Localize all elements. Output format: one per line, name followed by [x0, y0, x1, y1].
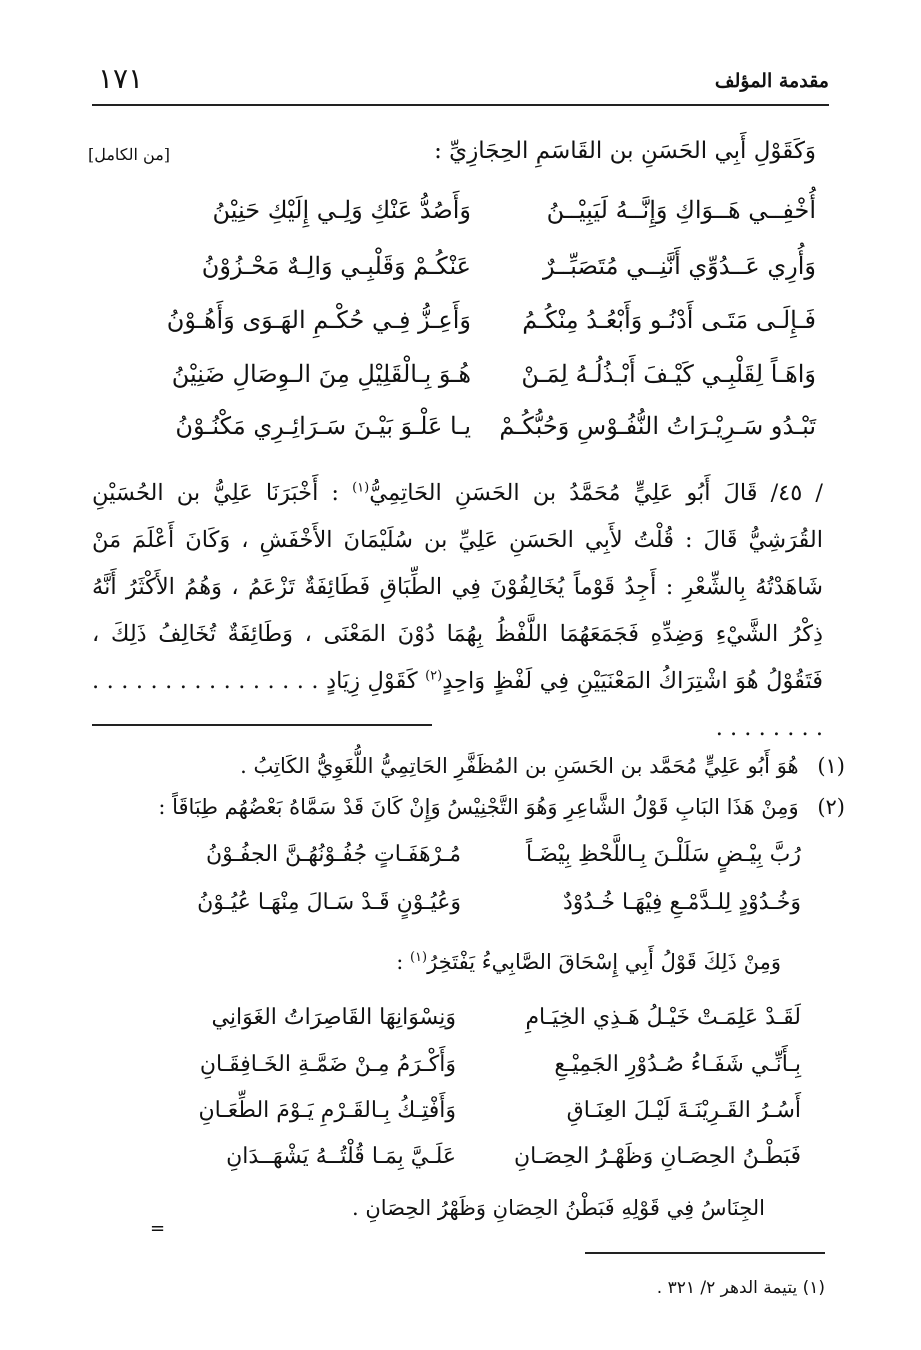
footnote-rule: [92, 724, 432, 726]
paragraph-body: : أَخْبَرَنَا عَلِيُّ بن الحُسَيْنِ القُرَشِيُّ قَالَ : قُلْتُ لأَبِي الحَسَنِ عَلِيِّ بن سُلَيْمَانَ الأَخْفَشِ ، وَكَانَ أَعْلَمَ مَنْ شَاهَدْتُهُ بِالشِّعْرِ : أَجِدُ قَوْماً يُخَالِفُوْنَ فِي الطِّبَاقِ فَطَائِفَةٌ تَزْعَمُ ، وَهُمُ الأَكْثَرُ أَنَّهُ ذِكْرُ الشَّيْءِ وَضِدِّهِ فَجَمَعَهُمَا اللَّفْظُ بِهُمَا دُوْنَ المَعْنَى ، وَطَائِفَةٌ تُخَالِفُ ذَلِكَ ، فَتَقُوْلُ هُوَ اشْتِرَاكُ المَعْنَيَيْنِ فِي لَفْظٍ وَاحِدٍ: [92, 480, 823, 694]
hemistich-first: فَبَطْـنُ الحِصَـانِ وَظَهْـرُ الحِصَـانِ: [513, 1144, 801, 1169]
hemistich-first: وَاهَـاً لِقَلْبِـي كَيْـفَ أَبْـذُلُـهُ لِمَـنْ: [521, 360, 816, 388]
meter-label: [من الكامل]: [88, 145, 171, 164]
hemistich-first: وَأُرِي عَــدُوِّي أَنَّنِــي مُتَصَبِّــرٌ: [543, 252, 816, 280]
hemistich-first: فَـإِلَـى مَتَـى أَدْنُـو وَأَبْعُـدُ مِنْكُـمُ: [522, 306, 816, 334]
page-header: [92, 62, 829, 102]
section-title: مقدمة المؤلف: [714, 70, 829, 92]
hemistich-second: يـا عَلْـوَ بَيْـنَ سَـرَائِـرِي مَكْنُـوْنُ: [175, 412, 471, 440]
sub-footnote: (١) يتيمة الدهر ٢/ ٣٢١ .: [656, 1278, 825, 1298]
footnote-ref[interactable]: (١): [409, 950, 428, 965]
mid-text: وَمِنْ ذَلِكَ قَوْلُ أَبِي إِسْحَاقَ الصَّابِيءُ يَفْتَخِرُ: [427, 950, 781, 974]
hemistich-second: عَلَـيَّ بِمَـا قُلْتُــهُ يَشْهَــدَانِ: [226, 1144, 456, 1169]
hemistich-first: لَقَـدْ عَلِمَـتْ خَيْـلُ هَـذِي الخِيَـامِ: [525, 1005, 801, 1030]
hemistich-first: رُبَّ بِيْـضٍ سَلَلْـنَ بِـاللَّحْظِ بِيْضَـاً: [526, 842, 801, 867]
hemistich-second: وَأَصُدُّ عَنْكِ وَلِـي إِلَيْكِ حَنِيْنُ: [212, 196, 471, 224]
jinas-line: الجِنَاسُ فِي قَوْلِهِ فَبَطْنُ الحِصَانِ وَظَهْرُ الحِصَانِ .: [352, 1196, 765, 1220]
hemistich-first: بِـأَنِّـي شَفَـاءُ صُـدُوْرِ الجَمِيْـعِ: [554, 1052, 801, 1077]
hemistich-second: وَنِسْوَانِهَا القَاصِرَاتُ الغَوَانِي: [211, 1005, 456, 1030]
hemistich-first: تَبْـدُو سَـرِيْـرَاتُ النُّفُـوْسِ وَحُبُّكُـمْ: [499, 412, 816, 440]
main-paragraph: [92, 470, 823, 752]
hemistich-second: عَنْكُـمْ وَقَلْبِـي وَالِـهٌ مَحْـزُوْنُ: [201, 252, 471, 280]
footnote-ref[interactable]: (١): [352, 480, 370, 496]
hemistich-second: وَعُيُـوْنٍ قَـدْ سَـالَ مِنْهَـا عُيُـوْنُ: [197, 890, 461, 915]
subnote-rule: [585, 1252, 825, 1254]
footnote-mid-text: [396, 950, 781, 974]
hemistich-first: أَسُـرُ القَـرِيْنَـةَ لَيْـلَ العِنَـاقِ: [566, 1098, 801, 1123]
hemistich-first: وَخُـدُوْدٍ لِلـدَّمْـعِ فِيْهَـا خُـدُوْدٌ: [563, 890, 801, 915]
footnote-number: (٢): [817, 795, 845, 819]
footnote-ref[interactable]: (٢): [425, 668, 443, 684]
footnote-number: (١): [817, 754, 845, 778]
paragraph-end: كَقَوْلِ زِيَادٍ . . . . . . . . . . . . . . . . . . . . . . . .: [92, 668, 823, 741]
hemistich-second: وَأَفْتِـكُ بِـالقَـرْمِ يَـوْمَ الطِّعَـانِ: [198, 1098, 456, 1123]
footnote-1: [240, 754, 845, 778]
intro-line: وَكَقَوْلِ أَبِي الحَسَنِ بن القَاسَمِ الحِجَازِيِّ :: [434, 138, 816, 164]
page-number: ١٧١: [98, 62, 144, 95]
mid-text-end: :: [396, 950, 410, 974]
hemistich-second: وَأَكْـرَمُ مِـنْ ضَمَّـةِ الخَـافِقَـانِ: [199, 1052, 456, 1077]
paragraph-start: / ٤٥/ قَالَ أَبُو عَلِيٍّ مُحَمَّدُ بن الحَسَنِ الحَاتِمِيُّ: [369, 480, 823, 506]
footnote-text: هُوَ أَبُو عَلِيٍّ مُحَمَّد بن الحَسَنِ بن المُظَفَّرِ الحَاتِمِيُّ اللُّغَوِيُّ الكَاتِبُ .: [240, 754, 799, 778]
hemistich-first: أُخْفِــي هَــوَاكِ وَإِنَّــهُ لَيَبِيْــنُ: [546, 196, 816, 224]
footnote-text: وَمِنْ هَذَا البَابِ قَوْلُ الشَّاعِرِ وَهُوَ التَّجْنِيْسُ وَإِنْ كَانَ قَدْ سَمَّاهُ بَعْضُهُم طِبَاقَاً :: [158, 795, 799, 819]
hemistich-second: وَأَعِـزُّ فِـي حُكْـمِ الهَـوَى وَأَهُـوْنُ: [166, 306, 471, 334]
header-rule: [92, 104, 829, 106]
hemistich-second: هُـوَ بِـالْقَلِيْلِ مِنَ الـوِصَالِ ضَنِيْنُ: [171, 360, 471, 388]
footnote-2: [158, 795, 845, 819]
hemistich-second: مُـرْهَفَـاتٍ جُفُـوْنُهُـنَّ الجفُـوْنُ: [205, 842, 461, 867]
continuation-mark: =: [150, 1218, 166, 1239]
